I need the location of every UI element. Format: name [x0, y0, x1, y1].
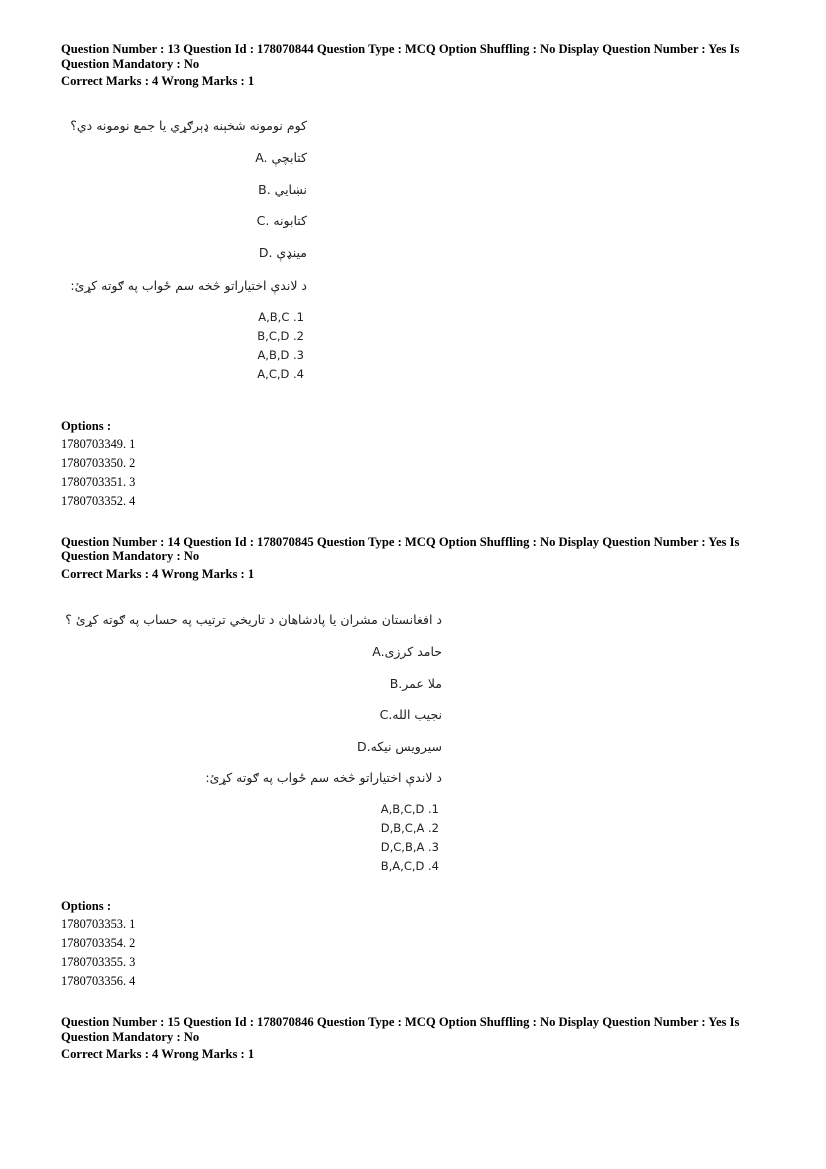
- marks-line: Correct Marks : 4 Wrong Marks : 1: [61, 1047, 255, 1061]
- instruction-text: د لاندې اختیاراتو څخه سم ځواب په ګوته کړئ:: [205, 770, 442, 785]
- option-id-1: 1780703349. 1: [61, 437, 136, 451]
- choice-3: A,B,D .3: [257, 348, 304, 362]
- choice-1: A,B,C .1: [258, 310, 304, 324]
- marks-line: Correct Marks : 4 Wrong Marks : 1: [61, 74, 255, 88]
- choice-4: B,A,C,D .4: [380, 859, 439, 873]
- options-label: Options :: [61, 899, 112, 913]
- marks-line: Correct Marks : 4 Wrong Marks : 1: [61, 567, 255, 581]
- instruction-text: د لاندې اختیاراتو څخه سم ځواب په ګوته کړئ:: [70, 278, 307, 293]
- question-mandatory: Question Mandatory : No: [61, 549, 200, 563]
- option-id-2: 1780703350. 2: [61, 456, 136, 470]
- question-text: د افغانستان مشران یا پادشاهان د تاریخي ترتیب په حساب په ګوته کړئ ؟: [65, 612, 442, 627]
- question-mandatory: Question Mandatory : No: [61, 1030, 200, 1044]
- choice-1: A,B,C,D .1: [380, 802, 439, 816]
- options-label: Options :: [61, 419, 112, 433]
- choice-4: A,C,D .4: [257, 367, 304, 381]
- option-id-3: 1780703351. 3: [61, 475, 136, 489]
- option-id-3: 1780703355. 3: [61, 955, 136, 969]
- option-id-2: 1780703354. 2: [61, 936, 136, 950]
- choice-3: D,C,B,A .3: [380, 840, 439, 854]
- option-id-1: 1780703353. 1: [61, 917, 136, 931]
- statement-a: A.حامد کرزی: [372, 644, 442, 659]
- question-header: Question Number : 14 Question Id : 178070845 Question Type : MCQ Option Shuffling : No Display Question Number : Yes Is: [61, 535, 740, 549]
- statement-b: B. نښايي: [258, 182, 307, 197]
- question-mandatory: Question Mandatory : No: [61, 57, 200, 71]
- statement-d: D. مينډې: [258, 245, 307, 260]
- option-id-4: 1780703356. 4: [61, 974, 136, 988]
- question-header: Question Number : 13 Question Id : 178070844 Question Type : MCQ Option Shuffling : No Display Question Number : Yes Is: [61, 42, 740, 56]
- statement-a: A. کتابچې: [255, 150, 307, 165]
- choice-2: B,C,D .2: [257, 329, 304, 343]
- question-header: Question Number : 15 Question Id : 178070846 Question Type : MCQ Option Shuffling : No Display Question Number : Yes Is: [61, 1015, 740, 1029]
- statement-b: B.ملا عمر: [389, 676, 442, 691]
- statement-c: C.نجیب الله: [379, 707, 442, 722]
- question-text: کوم نومونه شخېنه ډېرګړي یا جمع نومونه دي؟: [70, 118, 307, 133]
- choice-2: D,B,C,A .2: [380, 821, 439, 835]
- option-id-4: 1780703352. 4: [61, 494, 136, 508]
- statement-d: D.سیرویس نیکه: [356, 739, 442, 754]
- statement-c: C. کتابونه: [256, 213, 307, 228]
